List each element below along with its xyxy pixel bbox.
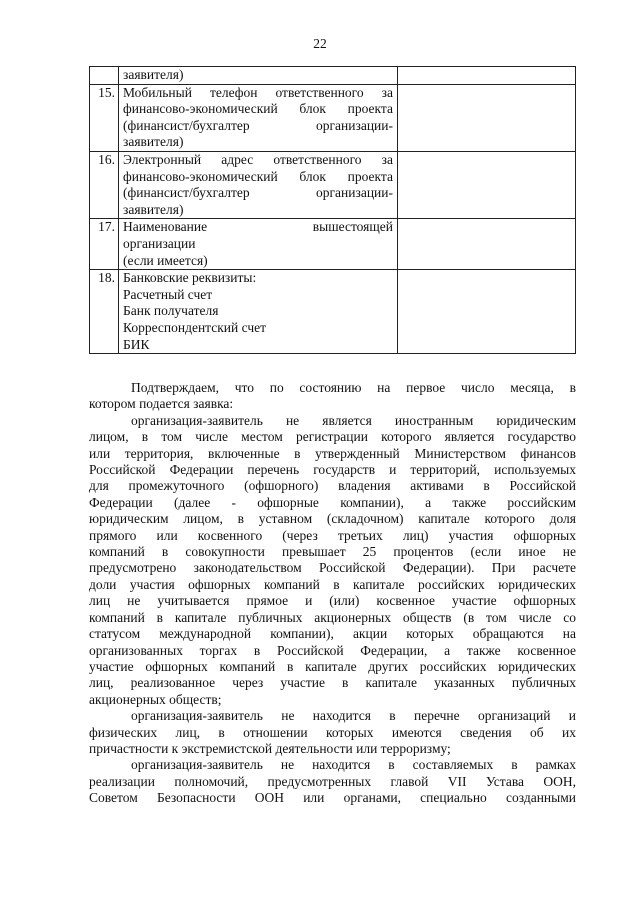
application-form-table bbox=[89, 66, 576, 354]
field-name-line: Мобильный телефон ответственного за bbox=[123, 84, 393, 100]
text-line: котором подается заявка: bbox=[89, 396, 234, 412]
field-name-line: заявителя) bbox=[123, 134, 184, 150]
row-number: 15. bbox=[90, 84, 119, 151]
text-line: Советом Безопасности ООН или органами, специально созданными bbox=[89, 790, 576, 806]
text-line: Федерации (далее - офшорные компании), а также российским bbox=[89, 494, 576, 510]
field-name-line: заявителя) bbox=[123, 67, 184, 82]
text-line: лицом, в том числе местом регистрации которого является государство bbox=[89, 429, 576, 445]
field-value bbox=[398, 151, 576, 218]
text-line: реализации полномочий, предусмотренных главой VII Устава ООН, bbox=[89, 773, 576, 789]
field-name-line: Корреспондентский счет bbox=[123, 319, 267, 335]
table-row bbox=[90, 67, 576, 85]
table-row bbox=[90, 270, 576, 354]
text-line: юридическим лицом, в уставном (складочном) капитале которого доля bbox=[89, 511, 576, 527]
text-line: статусом международной компании), акции которых обращаются на bbox=[89, 626, 576, 642]
row-number: 16. bbox=[90, 151, 119, 218]
field-value bbox=[398, 67, 576, 85]
field-name-line: Банк получателя bbox=[123, 303, 219, 319]
text-line: компаний в капитале публичных акционерных обществ (в том числе со bbox=[89, 609, 576, 625]
text-line: Российской Федерации перечень государств и территорий, используемых bbox=[89, 462, 576, 478]
field-name bbox=[119, 67, 398, 85]
field-value bbox=[398, 270, 576, 354]
field-name-line: БИК bbox=[123, 336, 150, 352]
table-row bbox=[90, 151, 576, 218]
field-name-line: (если имеется) bbox=[123, 252, 208, 268]
field-name bbox=[119, 84, 398, 151]
text-line: лиц не учитывается прямое и (или) косвенное участие офшорных bbox=[89, 593, 576, 609]
row-number: 17. bbox=[90, 219, 119, 270]
field-value bbox=[398, 84, 576, 151]
field-name-line: заявителя) bbox=[123, 201, 184, 217]
field-name bbox=[119, 270, 398, 354]
confirmation-text bbox=[89, 380, 576, 807]
row-number: 18. bbox=[90, 270, 119, 354]
field-name-line: Расчетный счет bbox=[123, 286, 213, 302]
text-line: акционерных обществ; bbox=[89, 691, 222, 707]
table-row bbox=[90, 84, 576, 151]
text-line: лиц, реализованное через участие в капитале указанных публичных bbox=[89, 675, 576, 691]
field-name-line: Банковские реквизиты: bbox=[123, 270, 257, 286]
text-line: прямого или косвенного (через третьих лиц) участия офшорных bbox=[89, 527, 576, 543]
text-line: или территория, включенные в утвержденный Министерством финансов bbox=[89, 445, 576, 461]
table-row bbox=[90, 219, 576, 270]
field-name bbox=[119, 151, 398, 218]
text-line: участие офшорных компаний в капитале других российских юридических bbox=[89, 658, 576, 674]
field-name-line: Наименование вышестоящей bbox=[123, 219, 393, 235]
text-line: организация-заявитель не находится в перечне организаций и bbox=[131, 708, 576, 724]
text-line: организация-заявитель не находится в составляемых в рамках bbox=[131, 757, 576, 773]
text-line: Подтверждаем, что по состоянию на первое число месяца, в bbox=[131, 380, 576, 395]
text-line: предусмотрено законодательством Российской Федерации). При расчете bbox=[89, 560, 576, 576]
field-value bbox=[398, 219, 576, 270]
text-line: компаний в совокупности превышает 25 процентов (если иное не bbox=[89, 544, 576, 560]
text-line: причастности к экстремистской деятельности или терроризму; bbox=[89, 740, 451, 756]
text-line: для промежуточного (офшорного) владения активами в Российской bbox=[89, 478, 576, 494]
field-name-line: финансово-экономический блок проекта bbox=[123, 168, 393, 184]
field-name-line: организации bbox=[123, 235, 196, 251]
field-name-line: (финансист/бухгалтер организации- bbox=[123, 185, 393, 201]
row-number bbox=[90, 67, 119, 85]
page-number: 22 bbox=[313, 36, 327, 51]
text-line: организация-заявитель не является иностранным юридическим bbox=[131, 412, 576, 428]
text-line: физических лиц, в отношении которых имеются сведения об их bbox=[89, 724, 576, 740]
field-name-line: (финансист/бухгалтер организации- bbox=[123, 117, 393, 133]
field-name bbox=[119, 219, 398, 270]
field-name-line: финансово-экономический блок проекта bbox=[123, 101, 393, 117]
text-line: доли участия офшорных компаний в капитале российских юридических bbox=[89, 576, 576, 592]
field-name-line: Электронный адрес ответственного за bbox=[123, 151, 393, 167]
text-line: организованных торгах в Российской Федерации, а также косвенное bbox=[89, 642, 576, 658]
